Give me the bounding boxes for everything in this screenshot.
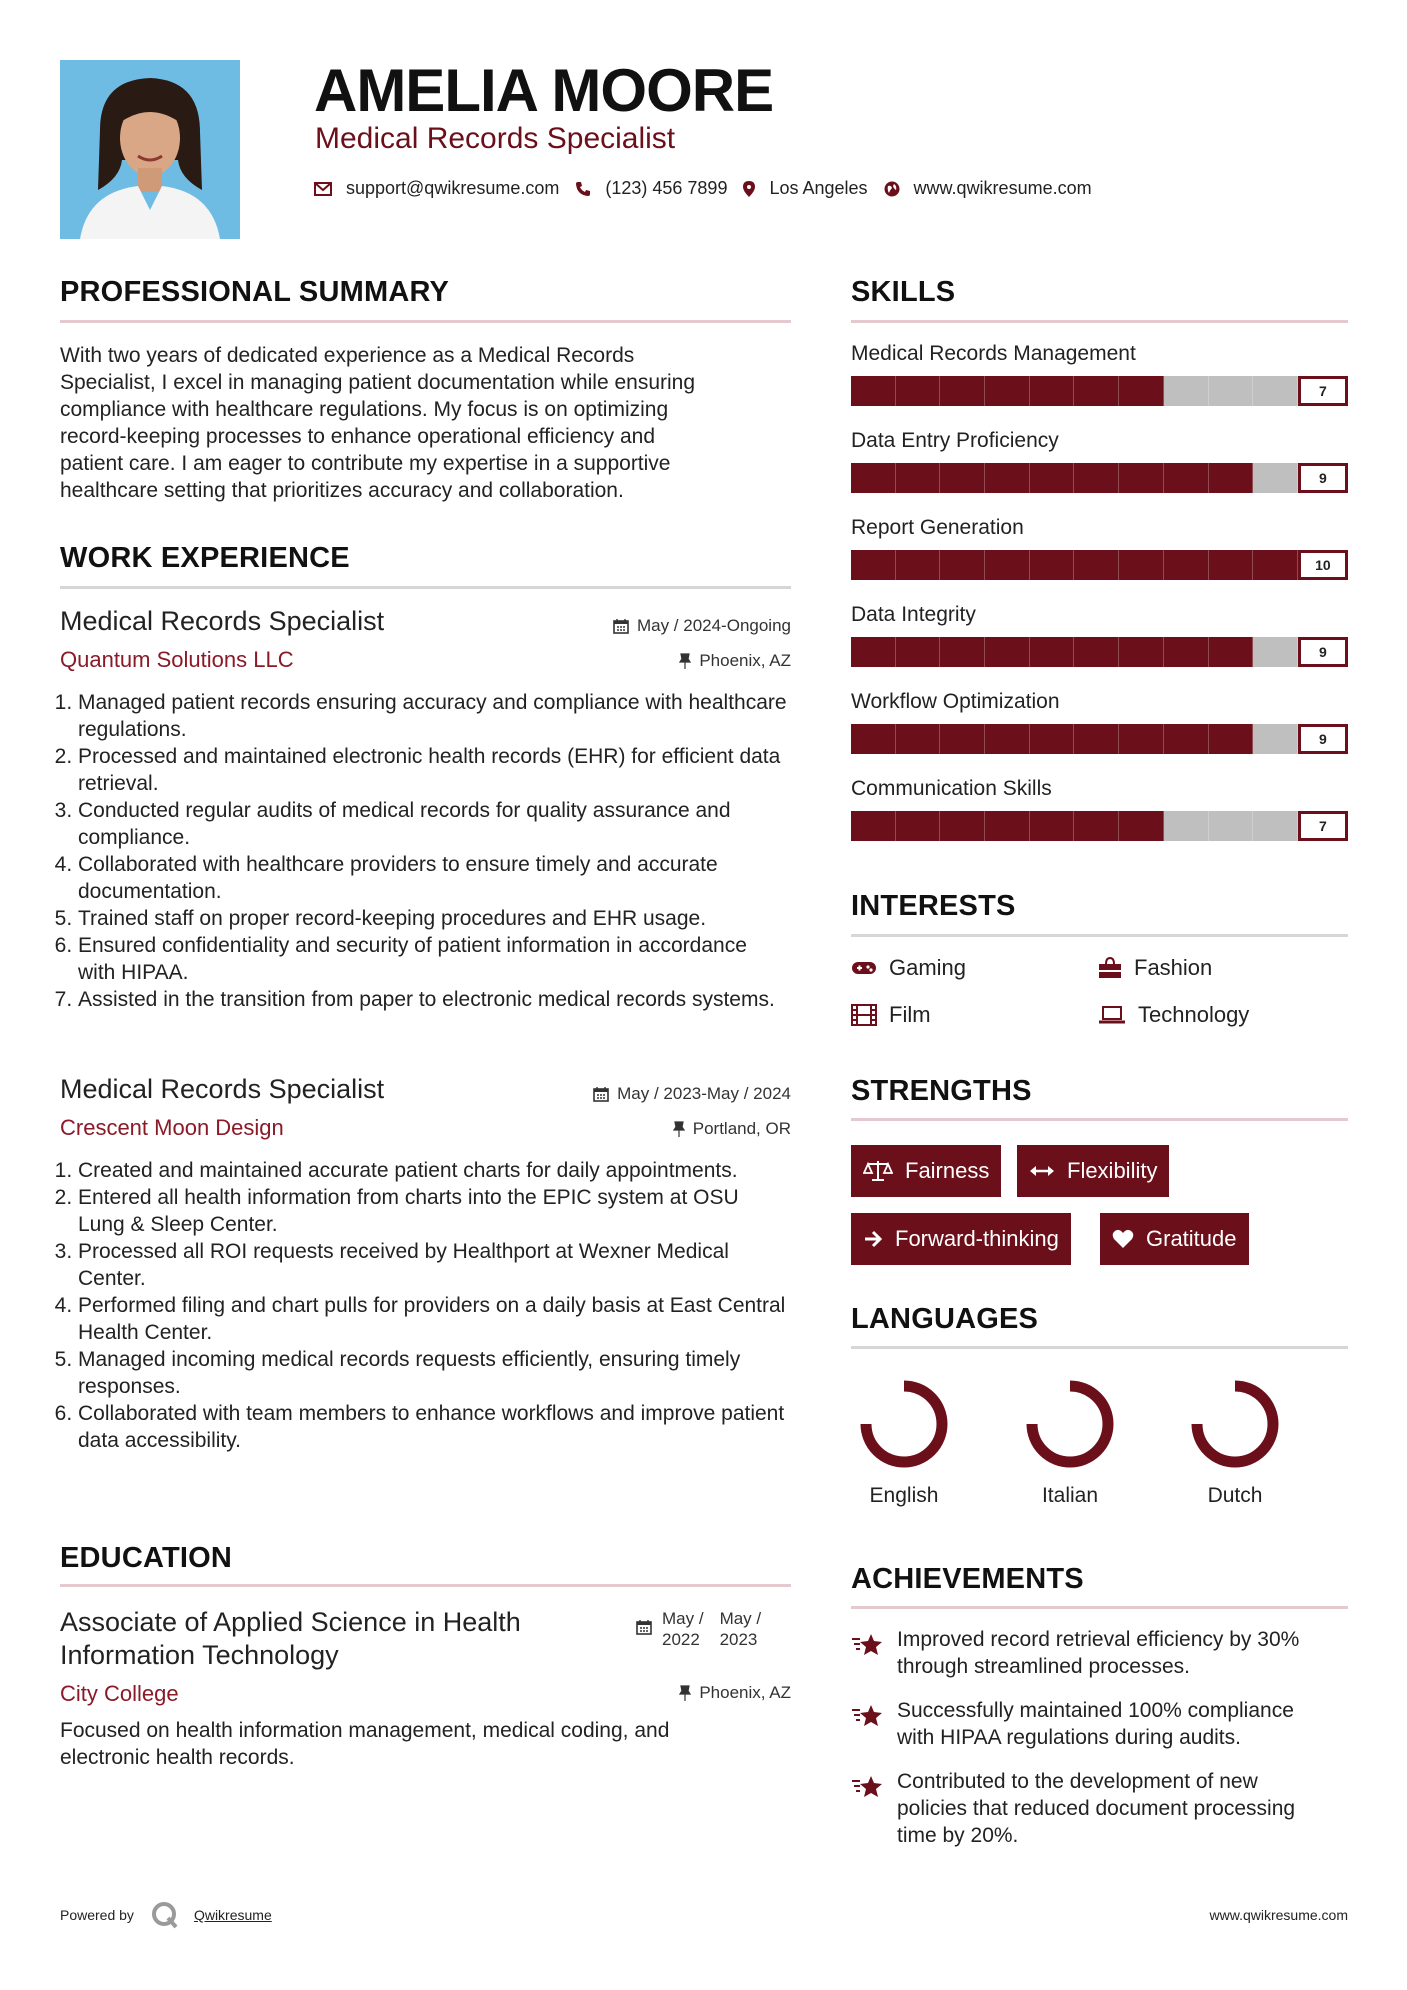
powered-by-text: Powered by [60,1907,134,1923]
skill-item [851,690,1348,754]
skill-bar-segment [851,637,896,667]
achievement-line: with HIPAA regulations during audits. [897,1726,1241,1749]
achievement-line: Successfully maintained 100% compliance [897,1699,1294,1722]
skill-bar-segment [1030,811,1075,841]
skill-bar-segment [1253,550,1298,580]
skill-level-value: 7 [1298,811,1348,841]
duty-item: 5. Managed incoming medical records requests efficiently, ensuring timely responses. [78,1346,790,1400]
job-dates [560,616,791,636]
job-location [560,651,791,671]
achievement-item [851,1626,1348,1680]
skill-bar-segment [940,463,985,493]
section-divider [60,320,791,323]
company-name: Crescent Moon Design [60,1115,284,1140]
education-end [720,1608,762,1650]
interest-item [1098,955,1212,981]
summary-line: With two years of dedicated experience as a Medical Records [60,344,635,367]
summary-text [60,342,800,504]
skill-bar-segment [985,376,1030,406]
email-text: support@qwikresume.com [346,178,560,198]
skill-label: Communication Skills [851,777,1052,800]
language-label: English [869,1484,939,1507]
skill-bar-segment [1119,376,1164,406]
calendar-icon [613,618,629,634]
achievement-item [851,1697,1348,1751]
duty-item: 6. Collaborated with team members to enhance workflows and improve patient data accessibility. [78,1400,790,1454]
skill-bar-segment [1253,463,1298,493]
candidate-name: AMELIA MOORE [314,57,774,124]
strength-label: Gratitude [1146,1226,1237,1251]
skill-bar-segment [1074,463,1119,493]
degree-line: Information Technology [60,1640,339,1670]
language-ring-arc [866,1386,942,1462]
achievement-line: policies that reduced document processing [897,1797,1296,1820]
summary-line: compliance with healthcare regulations. My focus is on optimizing [60,398,669,421]
footer-site[interactable]: www.qwikresume.com [1209,1907,1348,1923]
pushpin-icon [679,653,691,669]
skill-bar-segment [985,550,1030,580]
skill-item [851,516,1348,580]
skill-level-value: 9 [1298,637,1348,667]
skill-bar-segment [1209,550,1254,580]
duty-item: 3. Processed all ROI requests received by Healthport at Wexner Medical Center. [78,1238,790,1292]
skill-bar-segment [1209,811,1254,841]
skill-bar-segment [1209,463,1254,493]
section-divider [60,1584,791,1587]
strength-chip [851,1213,1071,1265]
duties-list [60,689,790,1013]
school-name: City College [60,1681,179,1706]
skill-label: Medical Records Management [851,342,1136,365]
skill-bar-segment [1074,376,1119,406]
skill-bar-segment [1074,724,1119,754]
skill-bar-segment [1164,550,1209,580]
strength-label: Forward-thinking [895,1226,1059,1251]
skill-bar-segment [1074,550,1119,580]
duty-item: 3. Conducted regular audits of medical records for quality assurance and compliance. [78,797,790,851]
website-text: www.qwikresume.com [913,178,1092,198]
skill-bar-segment [896,376,941,406]
skill-item [851,429,1348,493]
skill-bar-segment [1253,637,1298,667]
language-ring [1017,1370,1137,1480]
skill-bar-segment [940,550,985,580]
arrow-right-icon [863,1229,883,1249]
skill-bar-segment [896,811,941,841]
skill-bar-segment [1253,724,1298,754]
skill-bar [851,811,1348,841]
skill-bar-segment [985,724,1030,754]
duty-item: 2. Processed and maintained electronic health records (EHR) for efficient data retrieval. [78,743,790,797]
job-title: Medical Records Specialist [60,1074,385,1104]
skill-bar-segment [985,637,1030,667]
achievement-item [851,1768,1348,1849]
education-start [662,1608,704,1650]
phone-icon [575,181,591,197]
phone-text: (123) 456 7899 [605,178,728,198]
degree-line: Associate of Applied Science in Health [60,1607,521,1637]
calendar-icon [636,1619,652,1635]
interest-item [1098,1002,1249,1028]
skill-bar-segment [896,463,941,493]
skill-bar-segment [1119,550,1164,580]
star-icon [851,1774,883,1800]
date-part: May / [662,1609,704,1628]
footer-powered [60,1900,272,1930]
balance-scale-icon [863,1159,893,1183]
language-item [1182,1370,1302,1507]
contact-bar [314,178,1108,199]
skill-bar [851,376,1348,406]
skill-bar-segment [1209,724,1254,754]
skill-bar [851,637,1348,667]
skill-bar-segment [985,463,1030,493]
arrows-horizontal-icon [1029,1164,1055,1178]
skill-bar [851,550,1348,580]
job-location-text: Phoenix, AZ [699,651,791,670]
skill-level-value: 9 [1298,463,1348,493]
skill-bar-segment [1164,463,1209,493]
education-description [60,1717,800,1771]
skill-label: Data Entry Proficiency [851,429,1059,452]
contact-email[interactable] [314,178,559,199]
language-item [851,1370,971,1507]
skill-bar-segment [1253,376,1298,406]
qwikresume-logo-icon [150,1900,180,1930]
skill-bar-segment [940,724,985,754]
section-divider [851,1118,1348,1121]
education-location [560,1683,791,1703]
language-item [1017,1370,1137,1507]
skill-bar-segment [1253,811,1298,841]
location-text: Los Angeles [769,178,868,198]
skill-bar [851,463,1348,493]
interest-label: Fashion [1134,955,1213,980]
skill-bar-segment [1074,811,1119,841]
skill-bar-segment [1119,463,1164,493]
duty-item: 4. Collaborated with healthcare providers to ensure timely and accurate documentation. [78,851,790,905]
skill-bar-segment [1164,811,1209,841]
language-ring [1182,1370,1302,1480]
skill-bar-segment [1119,724,1164,754]
section-title-summary: PROFESSIONAL SUMMARY [60,276,450,308]
section-title-skills: SKILLS [851,276,956,308]
skill-bar-segment [1209,637,1254,667]
interest-label: Technology [1138,1002,1250,1027]
strength-chip [1017,1145,1169,1197]
skill-bar-segment [940,637,985,667]
education-desc-line: Focused on health information management, medical coding, and [60,1719,670,1742]
skill-bar-segment [985,811,1030,841]
globe-icon [884,181,900,197]
contact-website[interactable] [884,178,1092,199]
skill-bar-segment [1164,637,1209,667]
contact-location [743,178,867,199]
job-location [560,1119,791,1139]
skill-bar-segment [896,550,941,580]
contact-phone[interactable] [575,178,727,199]
skill-bar-segment [1030,637,1075,667]
achievement-line: time by 20%. [897,1824,1019,1847]
profile-photo [60,60,240,239]
skill-bar-segment [1030,550,1075,580]
job-dates-text: May / 2024-Ongoing [636,616,791,635]
language-label: Italian [1041,1484,1099,1507]
education-dates [636,1608,761,1650]
skill-bar-segment [851,811,896,841]
shopping-bag-icon [1098,957,1122,979]
languages-list [851,1370,1348,1520]
section-divider [60,586,791,589]
skill-bar-segment [940,811,985,841]
skill-level-value: 10 [1298,550,1348,580]
duty-item: 1. Created and maintained accurate patient charts for daily appointments. [78,1157,790,1184]
skill-bar-segment [851,724,896,754]
skill-bar-segment [896,637,941,667]
achievement-text [897,1626,1299,1680]
skill-item [851,342,1348,406]
skill-bar-segment [1030,376,1075,406]
skill-bar-segment [896,724,941,754]
heart-icon [1112,1229,1134,1249]
calendar-icon [593,1086,609,1102]
duty-item: 5. Trained staff on proper record-keeping procedures and EHR usage. [78,905,790,932]
job-dates-text: May / 2023-May / 2024 [617,1084,791,1103]
date-part: May / [719,1609,762,1628]
laptop-icon [1098,1005,1126,1025]
summary-line: Specialist, I excel in managing patient documentation while ensuring [60,371,696,394]
duty-item: 7. Assisted in the transition from paper to electronic medical records systems. [78,986,790,1013]
section-title-interests: INTERESTS [851,890,1016,922]
section-divider [851,1346,1348,1349]
section-divider [851,1606,1348,1609]
skill-bar-segment [940,376,985,406]
interest-item [851,955,966,981]
achievement-text [897,1768,1295,1849]
skill-bar-segment [1209,376,1254,406]
section-divider [851,320,1348,323]
section-title-experience: WORK EXPERIENCE [60,542,350,574]
skill-bar [851,724,1348,754]
interest-label: Gaming [889,955,967,980]
duties-list [60,1157,790,1454]
language-ring-arc [1197,1386,1273,1462]
strength-chip [851,1145,1001,1197]
strength-label: Fairness [905,1158,990,1183]
achievement-text [897,1697,1294,1751]
section-title-achievements: ACHIEVEMENTS [851,1563,1084,1595]
skill-bar-segment [1074,637,1119,667]
star-icon [851,1703,883,1729]
section-divider [851,934,1348,937]
language-label: Dutch [1207,1484,1263,1507]
duty-item: 1. Managed patient records ensuring accuracy and compliance with healthcare regulations. [78,689,790,743]
skill-label: Workflow Optimization [851,690,1060,713]
achievement-line: Improved record retrieval efficiency by 30% [897,1628,1300,1651]
skill-bar-segment [851,463,896,493]
skill-level-value: 9 [1298,724,1348,754]
skill-bar-segment [1030,463,1075,493]
skill-label: Report Generation [851,516,1024,539]
education-desc-line: electronic health records. [60,1746,295,1769]
film-icon [851,1004,877,1026]
degree-title [60,1606,521,1672]
skill-level-value: 7 [1298,376,1348,406]
date-part: 2022 [662,1630,700,1649]
duty-item: 2. Entered all health information from charts into the EPIC system at OSU Lung & Sleep Center. [78,1184,790,1238]
strength-label: Flexibility [1067,1158,1158,1183]
language-ring [851,1370,971,1480]
gamepad-icon [851,960,877,976]
envelope-icon [314,182,332,196]
pushpin-icon [673,1121,685,1137]
job-dates [520,1084,791,1104]
summary-line: record-keeping processes to enhance operational efficiency and [60,425,655,448]
map-marker-icon [743,181,755,197]
skill-item [851,777,1348,841]
company-name: Quantum Solutions LLC [60,647,294,672]
pushpin-icon [679,1685,691,1701]
candidate-title: Medical Records Specialist [315,122,676,155]
skill-bar-segment [1119,637,1164,667]
section-title-strengths: STRENGTHS [851,1075,1032,1107]
job-location-text: Portland, OR [692,1119,791,1138]
skill-bar-segment [1030,724,1075,754]
skill-bar-segment [1164,724,1209,754]
qwikresume-link[interactable]: Qwikresume [193,1907,272,1923]
summary-line: patient care. I am eager to contribute my expertise in a supportive [60,452,671,475]
skill-bar-segment [851,376,896,406]
skill-bar-segment [1164,376,1209,406]
interest-item [851,1002,931,1028]
job-title: Medical Records Specialist [60,606,385,636]
achievement-line: through streamlined processes. [897,1655,1190,1678]
interest-label: Film [889,1002,931,1027]
achievement-line: Contributed to the development of new [897,1770,1258,1793]
date-part: 2023 [719,1630,758,1649]
skill-bar-segment [851,550,896,580]
skill-bar-segment [1119,811,1164,841]
star-icon [851,1632,883,1658]
skill-item [851,603,1348,667]
duty-item: 4. Performed filing and chart pulls for providers on a daily basis at East Central Health Center. [78,1292,790,1346]
strength-chip [1100,1213,1249,1265]
education-location-text: Phoenix, AZ [699,1683,791,1702]
language-ring-arc [1032,1386,1108,1462]
duty-item: 6. Ensured confidentiality and security of patient information in accordance with HIPAA. [78,932,790,986]
section-title-languages: LANGUAGES [851,1303,1039,1335]
summary-line: healthcare setting that prioritizes accuracy and collaboration. [60,479,624,502]
section-title-education: EDUCATION [60,1542,233,1574]
skill-label: Data Integrity [851,603,976,626]
